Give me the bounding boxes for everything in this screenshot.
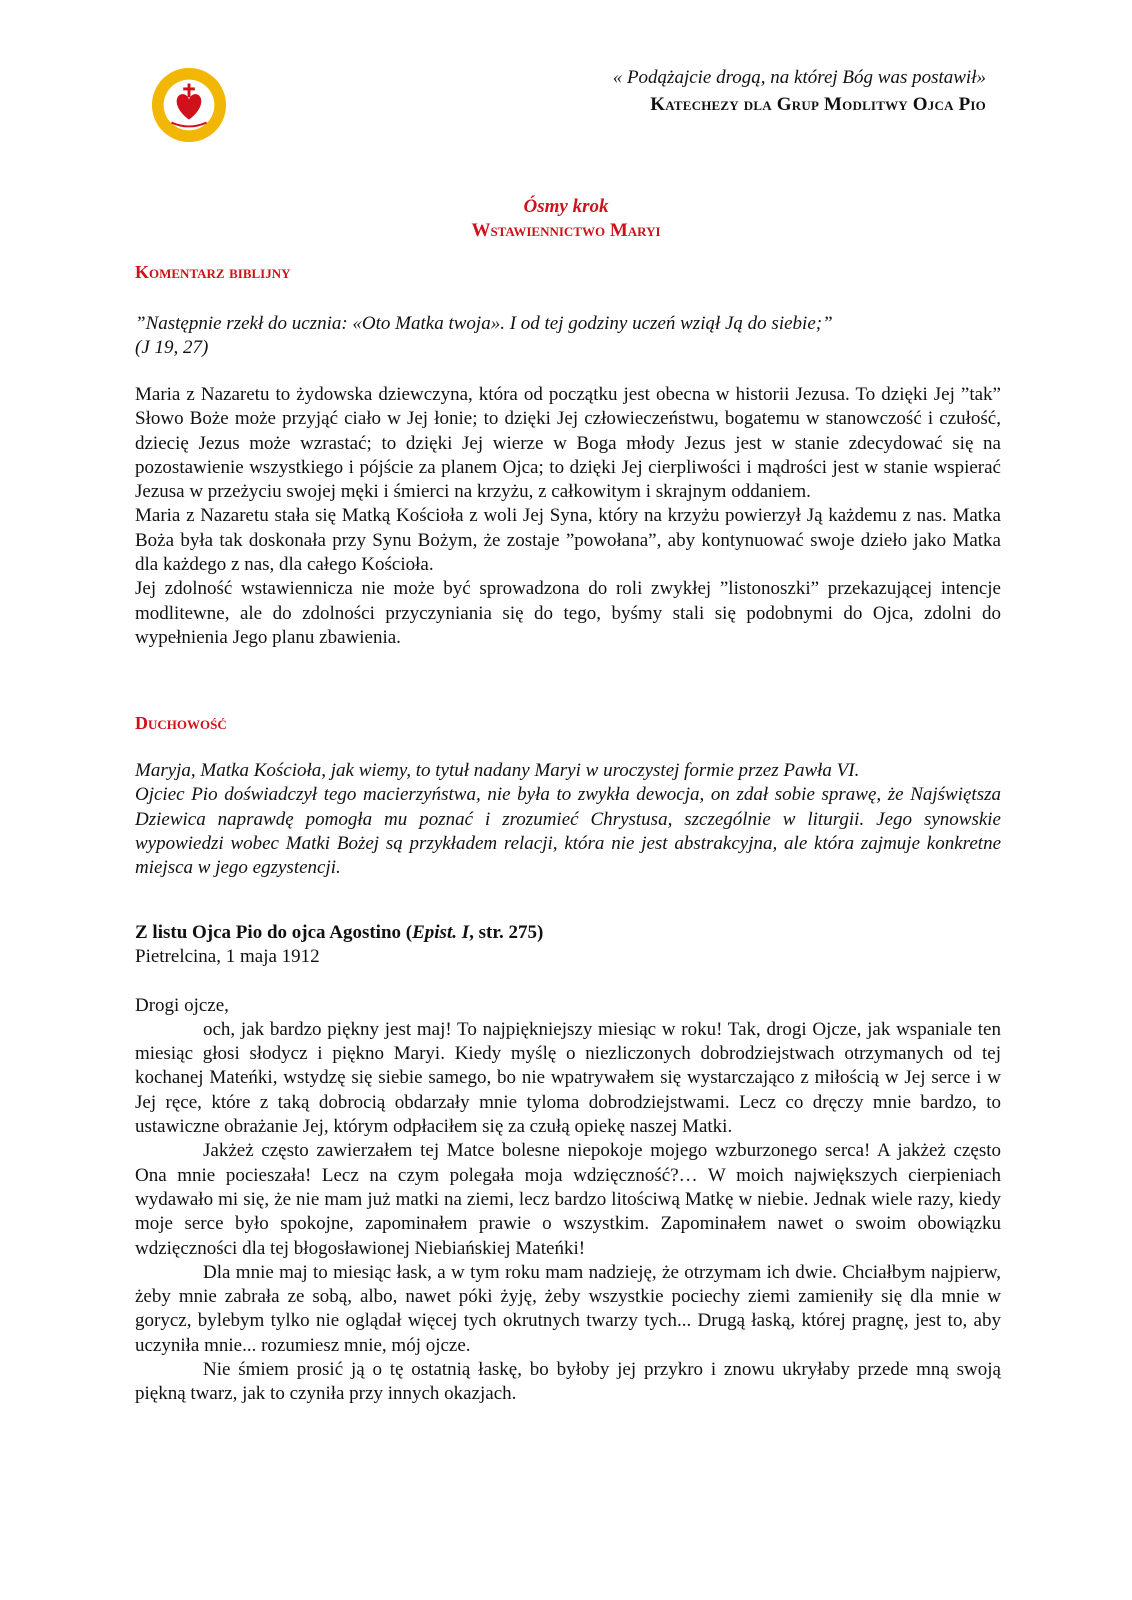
letter-place-date: Pietrelcina, 1 maja 1912	[135, 946, 320, 968]
bible-quote	[135, 312, 1001, 361]
casa-sollievo-logo	[150, 66, 228, 144]
letter-paragraph: Nie śmiem prosić ją o tę ostatnią łaskę, bo byłoby jej przykro i znowu ukryłaby przede mną swoją piękną twarz, jak to czyniła przy innych okazjach.	[135, 1359, 1001, 1405]
letter-block	[135, 921, 1001, 1407]
spirituality-paragraph: Ojciec Pio doświadczył tego macierzyństwa, nie była to zwykła dewocja, on zdał sobie sprawę, że Najświętsza Dziewica naprawdę pomogła mu poznać i zrozumieć Chrystusa, szczególnie w liturgii. Jego synowskie wypowiedzi wobec Matki Bożej są przykładem relacji, która nie jest abstrakcyjna, ale która zajmuje konkretne miejsca w jego egzystencji.	[135, 784, 1001, 879]
bible-quote-ref: (J 19, 27)	[135, 337, 209, 359]
section-heading-komentarz: Komentarz biblijny	[135, 262, 291, 282]
step-title: Ósmy krok	[523, 196, 609, 217]
letter-salutation: Drogi ojcze,	[135, 994, 229, 1016]
letter-paragraph: och, jak bardzo piękny jest maj! To najpiękniejszy miesiąc w roku! Tak, drogi Ojcze, jak wspaniale ten miesiąc głosi słodycz i piękno Maryi. Kiedy myślę o niezliczonych dobrodziejstwach otrzymanych od tej kochanej Mateńki, wstydzę się siebie samego, bo nie wpatrywałem się wystarczająco z miłością w Jej serce i w Jej ręce, które z taką dobrocią obdarzały mnie tyloma dobrodziejstwami. Lecz co dręczy mnie bardzo, to ustawiczne obrażanie Jej, którym odpłaciłem się za czułą opiekę naszej Matki.	[135, 1018, 1001, 1138]
header-motto: « Podążajcie drogą, na której Bóg was postawił»	[612, 67, 986, 88]
commentary-body	[135, 383, 1001, 650]
spirituality-paragraph: Maryja, Matka Kościoła, jak wiemy, to tytuł nadany Maryi w uroczystej formie przez Pawła VI.	[135, 760, 860, 781]
header-series: Katechezy dla Grup Modlitwy Ojca Pio	[650, 94, 986, 115]
step-name: Wstawiennictwo Maryi	[471, 220, 661, 241]
bible-quote-text: ”Następnie rzekł do ucznia: «Oto Matka twoja». I od tej godziny uczeń wziął Ją do siebie;”	[135, 313, 833, 334]
letter-paragraph: Dla mnie maj to miesiąc łask, a w tym roku mam nadzieję, że otrzymam ich dwie. Chciałbym najpierw, żeby mnie zabrała ze sobą, albo, nawet póki żyję, żeby wszystkie pociechy ziemi zamieniły się dla mnie w gorycz, bylebym tylko nie oglądał więcej tych okrutnych twarzy tych... Drugą łaską, której pragnę, jest to, aby uczyniła mnie... rozumiesz mnie, mój ojcze.	[135, 1261, 1001, 1356]
section-heading-duchowosc: Duchowość	[135, 713, 227, 733]
letter-paragraph: Jakżeż często zawierzałem tej Matce bolesne niepokoje mojego wzburzonego serca! A jakżeż często Ona mnie pocieszała! Lecz na czym polegała moja wdzięczność?… W moich największych cierpieniach wydawało mi się, że nie mam już matki na ziemi, lecz bardzo litościwą Matkę w niebie. Jednak wiele razy, kiedy moje serce było spokojne, zapominałem prawie o wszystkim. Zapominałem nawet o swoim obowiązku wdzięczności dla tej błogosławionej Niebiańskiej Mateńki!	[135, 1140, 1001, 1259]
commentary-paragraph: Jej zdolność wstawiennicza nie może być sprowadzona do roli zwykłej ”listonoszki” przekazującej intencje modlitewne, ale do zdolności przyczyniania się do tego, byśmy stali się podobnymi do Ojca, zdolni do wypełnienia Jego planu zbawienia.	[135, 578, 1001, 648]
commentary-paragraph: Maria z Nazaretu stała się Matką Kościoła z woli Jej Syna, który na krzyżu powierzył Ją każdemu z nas. Matka Boża była tak doskonała przy Synu Bożym, że zostaje ”powołana”, aby kontynuować swoje dzieło jako Matka dla każdego z nas, dla całego Kościoła.	[135, 505, 1001, 576]
page-header	[613, 64, 986, 118]
commentary-paragraph: Maria z Nazaretu to żydowska dziewczyna, która od początku jest obecna w historii Jezusa. To dzięki Jej ”tak” Słowo Boże może przyjąć ciało w Jej łonie; to dzięki Jej człowieczeństwu, bogatemu w stanowczość i czułość, dziecię Jezus może wzrastać; to dzięki Jej wierze w Boga młody Jezus jest w stanie zdecydować się na pozostawienie wszystkiego i pójście za planem Ojca; to dzięki Jej cierpliwości i mądrości jest w stanie wspierać Jezusa w przeżyciu swojej męki i śmierci na krzyżu, z całkowitym i skrajnym oddaniem.	[135, 384, 1001, 503]
letter-title: Z listu Ojca Pio do ojca Agostino (Epist. I, str. 275)	[135, 922, 544, 943]
spirituality-body	[135, 759, 1001, 880]
